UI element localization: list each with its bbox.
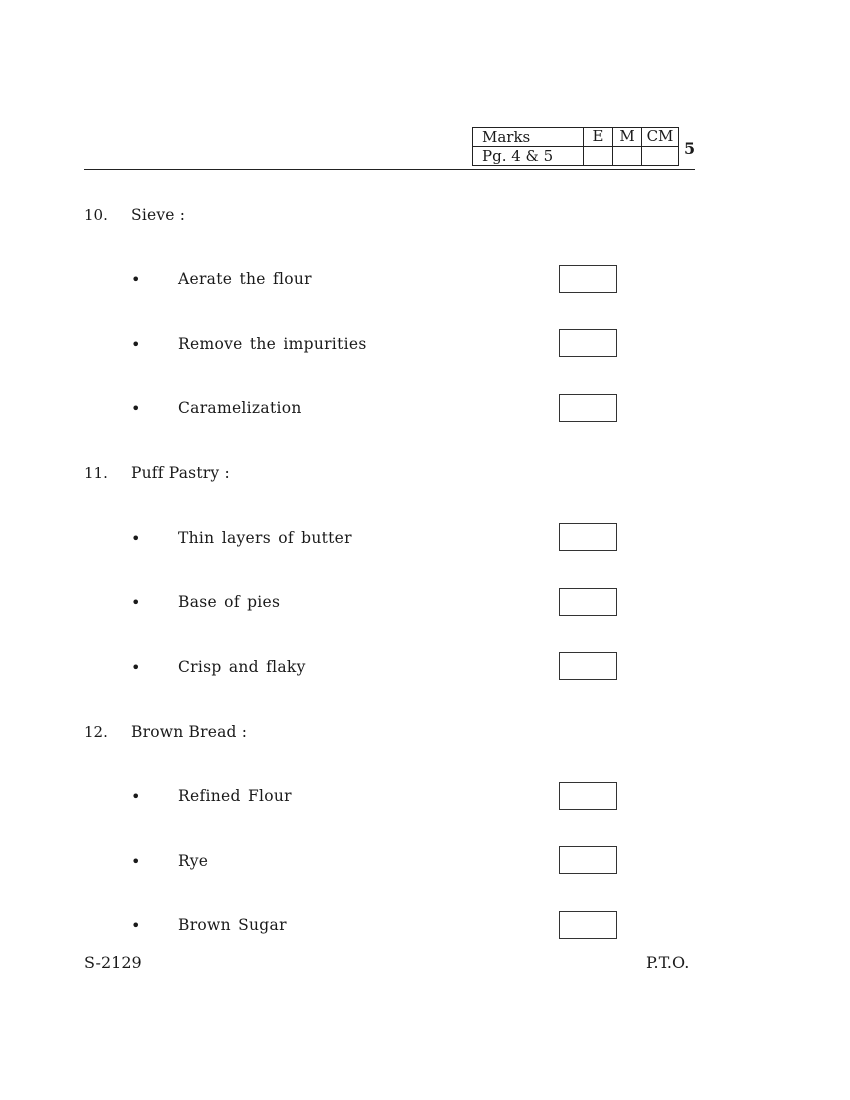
col-m-header: M: [613, 128, 642, 147]
question-number: 12.: [84, 723, 108, 741]
col-cm-header: CM: [642, 128, 679, 147]
answer-box[interactable]: [559, 652, 617, 680]
bullet-icon: •: [131, 593, 141, 612]
col-e-cell: [584, 147, 613, 166]
question-title: Sieve :: [131, 206, 186, 224]
option-label: Remove the impurities: [178, 335, 367, 353]
option-label: Aerate the flour: [178, 270, 312, 288]
col-m-cell: [613, 147, 642, 166]
pto-label: P.T.O.: [646, 953, 690, 972]
option-label: Base of pies: [178, 593, 281, 611]
col-e-header: E: [584, 128, 613, 147]
question-number: 10.: [84, 206, 108, 224]
col-cm-cell: [642, 147, 679, 166]
bullet-icon: •: [131, 916, 141, 935]
answer-box[interactable]: [559, 911, 617, 939]
bullet-icon: •: [131, 270, 141, 289]
pages-label: Pg. 4 & 5: [473, 147, 584, 166]
option-label: Refined Flour: [178, 787, 292, 805]
paper-code: S-2129: [84, 953, 142, 972]
bullet-icon: •: [131, 852, 141, 871]
answer-box[interactable]: [559, 329, 617, 357]
answer-box[interactable]: [559, 782, 617, 810]
option-label: Thin layers of butter: [178, 529, 352, 547]
marks-table: [472, 127, 679, 166]
question-number: 11.: [84, 464, 108, 482]
bullet-icon: •: [131, 787, 141, 806]
bullet-icon: •: [131, 335, 141, 354]
option-label: Rye: [178, 852, 209, 870]
answer-box[interactable]: [559, 523, 617, 551]
bullet-icon: •: [131, 399, 141, 418]
question-title: Brown Bread :: [131, 723, 248, 741]
option-label: Caramelization: [178, 399, 302, 417]
question-title: Puff Pastry :: [131, 464, 230, 482]
answer-box[interactable]: [559, 846, 617, 874]
marks-label: Marks: [473, 128, 584, 147]
bullet-icon: •: [131, 658, 141, 677]
page-number: 5: [684, 139, 696, 158]
answer-box[interactable]: [559, 588, 617, 616]
header-divider: [84, 169, 695, 170]
answer-box[interactable]: [559, 265, 617, 293]
option-label: Brown Sugar: [178, 916, 287, 934]
option-label: Crisp and flaky: [178, 658, 306, 676]
bullet-icon: •: [131, 529, 141, 548]
answer-box[interactable]: [559, 394, 617, 422]
